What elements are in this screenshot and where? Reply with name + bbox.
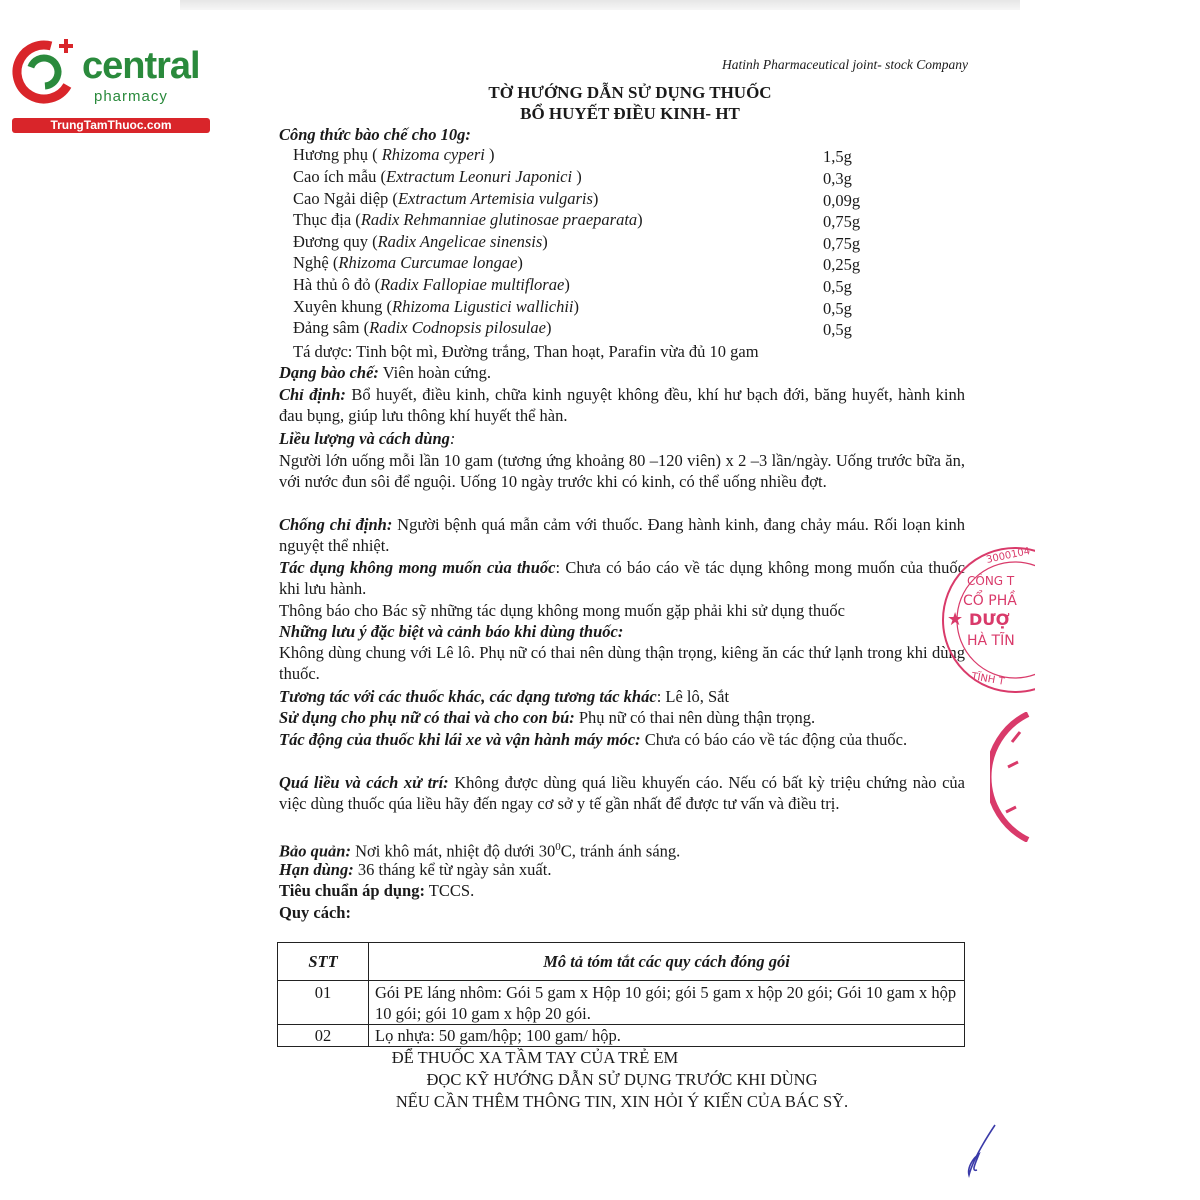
- ingredient-name: [293, 189, 598, 209]
- ingredient-vn-name: Xuyên khung (: [293, 297, 392, 316]
- storage-section: [279, 837, 680, 862]
- ingredient-name: [293, 253, 523, 273]
- ingredient-amount: 0,5g: [823, 320, 852, 339]
- storage-label: Bảo quản:: [279, 841, 351, 861]
- ingredient-latin-name: Radix Fallopiae multiflorae: [380, 275, 565, 294]
- partial-stamp-icon: [990, 712, 1030, 842]
- ingredient-latin-name: Radix Codnopsis pilosulae: [369, 318, 546, 337]
- contraindication-label: Chống chỉ định:: [279, 515, 393, 534]
- logo-wordmark: central: [82, 45, 200, 87]
- indication-section: [279, 384, 965, 426]
- ingredient-amount: 0,3g: [823, 169, 852, 188]
- interactions-section: [279, 686, 729, 707]
- table-row: [278, 1025, 965, 1047]
- ingredient-name: [293, 275, 570, 295]
- ingredient-amount: 0,5g: [823, 277, 852, 296]
- ingredient-latin-name: Extractum Leonuri Japonici: [386, 167, 573, 186]
- footer-warning-3: NẾU CẦN THÊM THÔNG TIN, XIN HỎI Ý KIẾN CỦA BÁC SỸ.: [395, 1092, 849, 1111]
- dosage-form: [279, 362, 491, 383]
- ingredient-amount: 0,75g: [823, 212, 861, 231]
- storage-text: Nơi khô mát, nhiệt độ dưới 30: [350, 841, 556, 861]
- table-header-row: [278, 943, 965, 981]
- driving-text: Chưa có báo cáo về tác động của thuốc.: [640, 730, 908, 749]
- indication-label: Chỉ định:: [279, 385, 346, 404]
- stamp-line-5: TĨNH T: [970, 671, 1006, 688]
- expiry-section: [279, 859, 551, 880]
- ingredient-name: [293, 145, 494, 165]
- ingredient-latin-name: Rhizoma cyperi: [381, 145, 485, 164]
- ingredient-amount: 0,75g: [823, 234, 861, 253]
- table-cell-description: Gói PE láng nhôm: Gói 5 gam x Hộp 10 gói; gói 5 gam x hộp 20 gói; Gói 10 gam x hộp 10 gói; gói 10 gam x hộp 20 gói.: [369, 981, 965, 1025]
- dosage-colon: :: [449, 429, 456, 448]
- footer-warning-1: ĐỂ THUỐC XA TẦM TAY CỦA TRẺ EM: [391, 1048, 679, 1067]
- pregnancy-section: [279, 707, 815, 728]
- driving-label: Tác động của thuốc khi lái xe và vận hành máy móc:: [279, 730, 641, 749]
- packaging-table: [277, 942, 965, 1047]
- company-stamp-icon: [925, 545, 1035, 695]
- ingredient-close-paren: ): [572, 167, 582, 186]
- ingredient-latin-name: Radix Rehmanniae glutinosae praeparata: [360, 210, 638, 229]
- ingredient-close-paren: ): [637, 210, 643, 229]
- ingredient-close-paren: ): [546, 318, 552, 337]
- ingredient-latin-name: Radix Angelicae sinensis: [377, 232, 543, 251]
- storage-unit: C, tránh ánh sáng.: [560, 841, 681, 861]
- contraindication-section: [279, 514, 965, 556]
- ingredient-vn-name: Cao ích mẫu (: [293, 167, 387, 186]
- stamp-line-1: CÔNG T: [967, 574, 1015, 588]
- dosage-heading: [279, 428, 455, 449]
- warnings-text: Không dùng chung với Lê lô. Phụ nữ có thai nên dùng thận trọng, kiêng ăn các thứ lạnh trong khi dùng thuốc.: [279, 643, 965, 683]
- logo-subtitle: pharmacy: [94, 88, 168, 105]
- interactions-label: Tương tác với các thuốc khác, các dạng tương tác khác: [279, 687, 657, 706]
- signature-icon: [955, 1120, 1005, 1180]
- ingredient-vn-name: Thục địa (: [293, 210, 361, 229]
- table-row: [278, 981, 965, 1025]
- dosage-form-text: Viên hoàn cứng.: [378, 363, 492, 382]
- ingredient-vn-name: Nghệ (: [293, 253, 339, 272]
- ingredient-close-paren: ): [573, 297, 579, 316]
- expiry-text: 36 tháng kể từ ngày sản xuất.: [353, 860, 552, 879]
- ingredient-name: [293, 318, 552, 338]
- ingredient-name: [293, 210, 643, 230]
- product-name: BỔ HUYẾT ĐIỀU KINH- HT: [520, 104, 740, 123]
- ingredient-close-paren: ): [564, 275, 570, 294]
- table-header-description: Mô tả tóm tắt các quy cách đóng gói: [369, 943, 965, 981]
- storage-degree: 0: [555, 841, 561, 853]
- stamp-line-4: HÀ TĨN: [967, 633, 1015, 649]
- side-effects-label: Tác dụng không mong muốn của thuốc: [279, 558, 556, 577]
- ingredient-vn-name: Hà thủ ô đỏ (: [293, 275, 381, 294]
- ingredient-amount: 0,25g: [823, 255, 861, 274]
- side-effects-text: : Chưa có báo cáo về tác dụng không mong muốn của thuốc khi lưu hành.: [279, 558, 965, 598]
- ingredient-latin-name: Rhizoma Ligustici wallichii: [391, 297, 574, 316]
- footer-warning-2: ĐỌC KỸ HƯỚNG DẪN SỬ DỤNG TRƯỚC KHI DÙNG: [426, 1070, 818, 1089]
- document-title: TỜ HƯỚNG DẪN SỬ DỤNG THUỐC: [488, 83, 772, 102]
- table-cell-stt: 01: [278, 981, 369, 1025]
- stamp-line-2: CỔ PHẦ: [963, 593, 1017, 609]
- table-cell-description: Lọ nhựa: 50 gam/hộp; 100 gam/ hộp.: [369, 1025, 965, 1047]
- driving-section: [279, 729, 965, 750]
- expiry-label: Hạn dùng:: [279, 860, 354, 879]
- ingredient-vn-name: Cao Ngải diệp (: [293, 189, 398, 208]
- stamp-line-3: DƯỢ: [969, 610, 1010, 629]
- ingredient-latin-name: Rhizoma Curcumae longae: [338, 253, 518, 272]
- overdose-label: Quá liều và cách xử trí:: [279, 773, 449, 792]
- standard-section: [279, 880, 474, 901]
- ingredient-name: [293, 297, 579, 317]
- contraindication-text: Người bệnh quá mẫn cảm với thuốc. Đang hành kinh, đang chảy máu. Rối loạn kinh nguyệt thể nhiệt.: [279, 515, 966, 555]
- table-header-stt: STT: [278, 943, 369, 981]
- ingredient-amount: 0,5g: [823, 299, 852, 318]
- warnings-label: Những lưu ý đặc biệt và cảnh báo khi dùng thuốc:: [279, 622, 624, 641]
- stamp-star-icon: ★: [947, 609, 964, 629]
- excipients: Tá dược: Tinh bột mì, Đường trắng, Than hoạt, Parafin vừa đủ 10 gam: [293, 342, 759, 361]
- ingredient-latin-name: Extractum Artemisia vulgaris: [397, 189, 593, 208]
- side-effects-note: Thông báo cho Bác sỹ những tác dụng không mong muốn gặp phải khi sử dụng thuốc: [279, 601, 845, 620]
- standard-label: Tiêu chuẩn áp dụng:: [279, 881, 425, 900]
- ingredient-amount: 0,09g: [823, 191, 861, 210]
- ingredient-close-paren: ): [592, 189, 599, 208]
- company-name: Hatinh Pharmaceutical joint- stock Company: [722, 57, 968, 72]
- overdose-section: [279, 772, 965, 814]
- formula-heading: Công thức bào chế cho 10g:: [279, 125, 471, 144]
- ingredient-close-paren: ): [542, 232, 548, 251]
- dosage-text: Người lớn uống mỗi lần 10 gam (tương ứng khoảng 80 –120 viên) x 2 –3 lần/ngày. Uống trước bữa ăn, với nước đun sôi để nguội. Uống 10 ngày trước khi có kinh, có thể uống nhiều đợt.: [279, 451, 965, 491]
- page-top-edge: [180, 0, 1020, 10]
- stamp-number: 3000104: [985, 545, 1032, 566]
- ingredient-close-paren: ): [517, 253, 523, 272]
- side-effects-section: [279, 557, 965, 599]
- overdose-text: Không được dùng quá liều khuyến cáo. Nếu có bất kỳ triệu chứng nào của việc dùng thuốc qúa liều hãy đến ngay cơ sở y tế gần nhất để được tư vấn và điều trị.: [279, 773, 965, 813]
- dosage-form-label: Dạng bào chế:: [279, 363, 379, 382]
- ingredient-name: [293, 232, 548, 252]
- logo-url-badge[interactable]: TrungTamThuoc.com: [12, 118, 210, 133]
- ingredient-close-paren: ): [484, 145, 495, 164]
- ingredient-amount: 1,5g: [823, 147, 852, 166]
- table-cell-stt: 02: [278, 1025, 369, 1047]
- dosage-label: Liều lượng và cách dùng: [279, 429, 450, 448]
- ingredient-vn-name: Đương quy (: [293, 232, 378, 251]
- interactions-text: : Lê lô, Sắt: [656, 687, 730, 706]
- ingredient-vn-name: Đảng sâm (: [293, 318, 370, 337]
- indication-text: Bổ huyết, điều kinh, chữa kinh nguyệt không đều, khí hư bạch đới, băng huyết, hành kinh đau bụng, giúp lưu thông khí huyết thể hàn.: [279, 385, 966, 425]
- ingredient-name: [293, 167, 582, 187]
- packaging-label: Quy cách:: [279, 903, 351, 922]
- ingredient-vn-name: Hương phụ (: [293, 145, 382, 164]
- pregnancy-text: Phụ nữ có thai nên dùng thận trọng.: [574, 708, 816, 727]
- pregnancy-label: Sử dụng cho phụ nữ có thai và cho con bú:: [279, 708, 575, 727]
- standard-text: TCCS.: [424, 881, 475, 900]
